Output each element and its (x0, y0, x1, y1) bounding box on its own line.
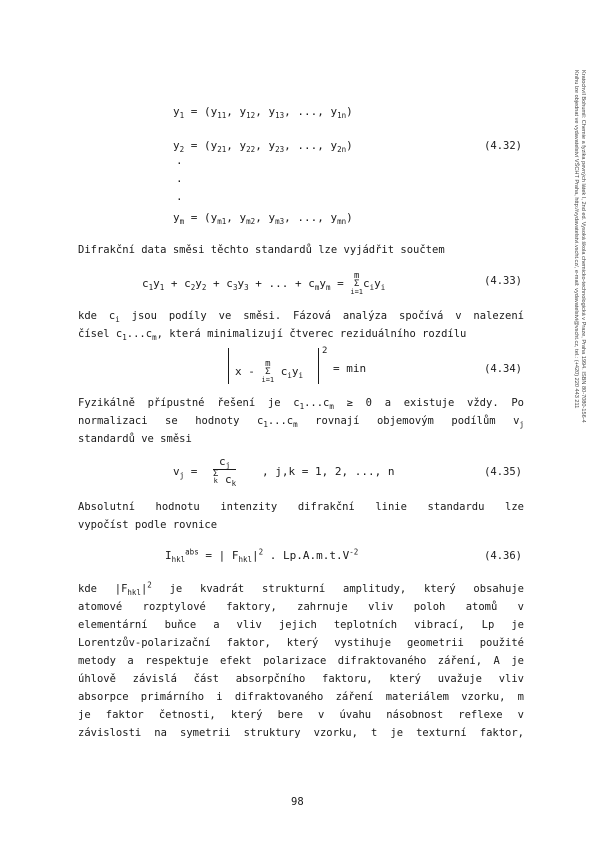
paragraph-line: standardů ve směsi (78, 433, 192, 445)
equation-number-4-33: (4.33) (484, 275, 522, 287)
paragraph-line: čísel $c_1...c_m$, která minimalizují čtverec reziduálního rozdílu (78, 328, 467, 343)
paragraph-line: elementární buňce a vliv jejich teplotních vibrací, Lp je (78, 619, 524, 631)
equation-y2: $y_2 = (y_{21}$, $y_{22}$, $y_{23}$, ..., $y_{2n}$) (173, 139, 353, 155)
paragraph-line: absorpce primárního i difraktovaného záření materiálem vzorku, m (78, 691, 524, 703)
paragraph-line: atomové rozptylové faktory, zahrnuje vliv poloh atomů v (78, 601, 524, 613)
page-number: 98 (291, 796, 304, 808)
paragraph-line: závislosti na symetrii struktury vzorku, t je texturní faktor, (78, 727, 524, 739)
fraction: $c_j$ Σ k $c_k$ (213, 455, 237, 489)
equation-4-35-lhs: $v_j$ = (173, 465, 198, 481)
ellipsis-dot: . (176, 154, 183, 167)
paragraph-line: Difrakční data směsi těchto standardů lze vyjádřit součtem (78, 244, 445, 256)
equation-number-4-34: (4.34) (484, 363, 522, 375)
paragraph-line: úhlově závislá část absorpčního faktoru, který uvažuje vliv (78, 673, 524, 685)
norm-bar-right (318, 348, 319, 384)
ellipsis-dot: . (176, 172, 183, 185)
equation-4-34: x - m Σ i=1 $c_iy_i$ (235, 359, 304, 384)
equation-y1: $y_1 = (y_{11}$, $y_{12}$, $y_{13}$, ..., $y_{1n}$) (173, 105, 353, 121)
paragraph-line: Lorentzův-polarizační faktor, který vystihuje geometrii použité (78, 637, 524, 649)
equation-4-34-rhs: = min (333, 362, 367, 375)
exponent-2: 2 (322, 346, 328, 356)
equation-number-4-36: (4.36) (484, 550, 522, 562)
equation-4-36: $I_{hkl}^{abs}$ = | $F_{hkl}|^2$ . $Lp.A.m.t.V^{-2}$ (165, 547, 359, 565)
paragraph-line: normalizaci se hodnoty $c_1...c_m$ rovnají objemovým podílům $v_j$ (78, 415, 524, 430)
paragraph-line: metody a respektuje efekt polarizace difraktovaného záření, A je (78, 655, 524, 667)
ellipsis-dot: . (176, 190, 183, 203)
paragraph-line: kde $|F_{hkl}|^2$ je kvadrát strukturní amplitudy, který obsahuje (78, 580, 525, 598)
paragraph-line: vypočíst podle rovnice (78, 519, 218, 531)
paragraph-line: kde $c_i$ jsou podíly ve směsi. Fázová analýza spočívá v nalezení (78, 310, 524, 325)
side-citation-line-1: Kratochvíl Bohumil: Chemie a fyzika pevných látek I, 2nd ed. Vysoká škola chemicko-technologická v Praze, Praha 1994. ISBN 80-7080-156-4 (580, 70, 586, 423)
equation-ym: $y_m = (y_{m1}$, $y_{m2}$, $y_{m3}$, ..., $y_{mn}$) (173, 211, 353, 227)
side-citation (572, 70, 586, 423)
paragraph-line: Absolutní hodnotu intenzity difrakční linie standardu lze (78, 501, 524, 513)
paragraph-line: Fyzikálně přípustné řešení je $c_1...c_m \ge 0$ a existuje vždy. Po (78, 397, 524, 412)
equation-number-4-35: (4.35) (484, 466, 522, 478)
equation-4-35-condition: , j,k = 1, 2, ..., n (262, 465, 395, 478)
equation-4-33: $c_1y_1 + c_2y_2 + c_3y_3$ + ... + $c_my_m = m$ Σ $i=1c_iy_i$ (142, 271, 386, 296)
norm-bar-left (228, 348, 229, 384)
equation-number-4-32: (4.32) (484, 140, 522, 152)
side-citation-line-2: Knihu lze objednat ve vydavatelství VŠCHT Praha, http://vydavatelstvi.vscht.cz/, e-mail: vydavatelstvi@vscht.cz, tel.: (+420) 220 443 211 (573, 70, 579, 409)
paragraph-line: je faktor četnosti, který bere v úvahu násobnost reflexe v (78, 709, 524, 721)
